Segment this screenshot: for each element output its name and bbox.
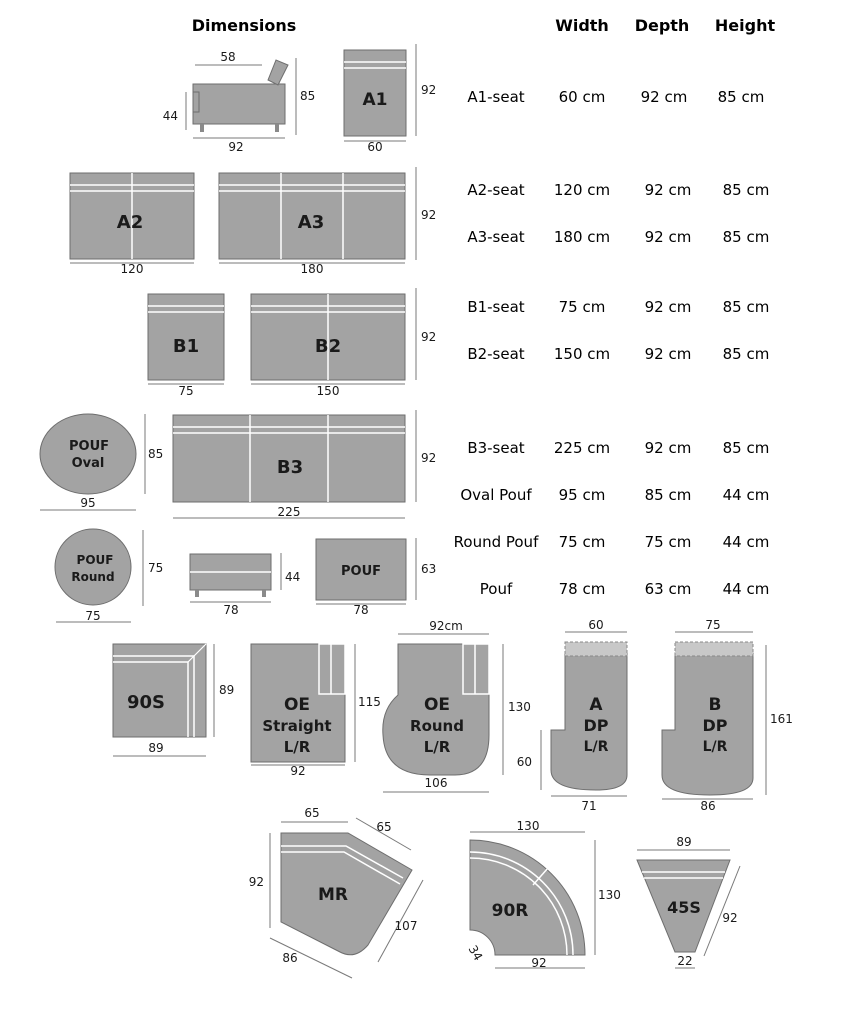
- svg-text:225: 225: [277, 505, 301, 519]
- module-90s: [113, 644, 206, 737]
- svg-text:130: 130: [516, 819, 540, 833]
- title-dimensions: Dimensions: [191, 16, 297, 35]
- svg-text:44: 44: [285, 570, 301, 584]
- label-oe-straight-2: Straight: [262, 717, 332, 735]
- svg-text:95 cm: 95 cm: [558, 486, 606, 504]
- svg-text:180 cm: 180 cm: [553, 228, 611, 246]
- svg-text:120: 120: [120, 262, 144, 276]
- svg-text:95: 95: [80, 496, 96, 510]
- label-oe-round-3: L/R: [423, 738, 451, 756]
- label-pouf: POUF: [340, 564, 382, 579]
- label-a-dp-3: L/R: [583, 739, 609, 755]
- svg-text:71: 71: [581, 799, 597, 813]
- svg-text:92 cm: 92 cm: [644, 181, 692, 199]
- svg-text:120 cm: 120 cm: [553, 181, 611, 199]
- module-90r: [470, 840, 585, 955]
- svg-text:92 cm: 92 cm: [640, 88, 688, 106]
- label-pouf-round-1: POUF: [76, 553, 114, 567]
- svg-text:Round Pouf: Round Pouf: [453, 533, 539, 551]
- svg-text:A1-seat: A1-seat: [467, 88, 525, 106]
- label-b-dp-3: L/R: [702, 739, 728, 755]
- label-oe-round-2: Round: [410, 717, 464, 735]
- svg-text:161: 161: [770, 712, 793, 726]
- svg-text:A3-seat: A3-seat: [467, 228, 525, 246]
- svg-text:B2-seat: B2-seat: [467, 345, 525, 363]
- svg-text:34: 34: [465, 942, 486, 964]
- svg-text:Pouf: Pouf: [479, 580, 513, 598]
- label-a-dp-2: DP: [583, 716, 609, 735]
- svg-text:63 cm: 63 cm: [644, 580, 692, 598]
- label-b-dp-2: DP: [702, 716, 728, 735]
- pouf-round: [55, 529, 131, 605]
- svg-text:Oval Pouf: Oval Pouf: [460, 486, 532, 504]
- svg-text:85 cm: 85 cm: [717, 88, 765, 106]
- svg-text:86: 86: [700, 799, 716, 813]
- svg-text:92: 92: [421, 208, 437, 222]
- header-width: Width: [555, 16, 609, 35]
- svg-text:65: 65: [376, 820, 392, 834]
- svg-text:75: 75: [148, 561, 164, 575]
- svg-text:85 cm: 85 cm: [722, 228, 770, 246]
- svg-text:22: 22: [677, 954, 693, 968]
- svg-text:89: 89: [148, 741, 164, 755]
- label-b1: B1: [172, 336, 200, 357]
- table-row: [454, 533, 770, 551]
- svg-text:130: 130: [508, 700, 531, 714]
- svg-text:78: 78: [353, 603, 369, 617]
- svg-text:92: 92: [722, 911, 738, 925]
- svg-text:85 cm: 85 cm: [722, 181, 770, 199]
- pouf-oval: [40, 414, 136, 494]
- table-row: [480, 580, 770, 598]
- label-90s: 90S: [126, 692, 166, 713]
- svg-text:75: 75: [85, 609, 101, 623]
- svg-text:180: 180: [300, 262, 324, 276]
- label-b-dp-1: B: [708, 695, 722, 715]
- label-oe-straight-1: OE: [283, 695, 311, 715]
- table-row: [460, 486, 769, 504]
- label-a-dp-1: A: [589, 695, 603, 715]
- label-pouf-oval-1: POUF: [68, 439, 110, 454]
- svg-text:75 cm: 75 cm: [558, 298, 606, 316]
- label-a3: A3: [297, 212, 325, 233]
- svg-text:B3-seat: B3-seat: [467, 439, 525, 457]
- svg-text:60 cm: 60 cm: [558, 88, 606, 106]
- svg-text:60: 60: [516, 755, 532, 769]
- table-row: [467, 88, 764, 106]
- svg-text:75 cm: 75 cm: [558, 533, 606, 551]
- svg-text:A2-seat: A2-seat: [467, 181, 525, 199]
- table-row: [467, 228, 769, 246]
- sofa-side-view: [193, 60, 288, 132]
- header-height: Height: [714, 16, 776, 35]
- svg-text:44 cm: 44 cm: [722, 533, 770, 551]
- label-oe-round-1: OE: [423, 695, 451, 715]
- svg-text:115: 115: [358, 695, 381, 709]
- svg-text:92: 92: [531, 956, 547, 970]
- svg-text:44 cm: 44 cm: [722, 580, 770, 598]
- label-mr: MR: [317, 885, 349, 905]
- svg-text:85 cm: 85 cm: [644, 486, 692, 504]
- svg-text:63: 63: [421, 562, 437, 576]
- svg-text:86: 86: [282, 951, 298, 965]
- label-pouf-round-2: Round: [71, 570, 115, 584]
- svg-text:92: 92: [248, 875, 264, 889]
- svg-text:92 cm: 92 cm: [644, 228, 692, 246]
- table-row: [467, 181, 769, 199]
- table-row: [467, 298, 769, 316]
- svg-text:85 cm: 85 cm: [722, 298, 770, 316]
- svg-text:85 cm: 85 cm: [722, 345, 770, 363]
- svg-text:150: 150: [316, 384, 340, 398]
- label-45s: 45S: [667, 898, 701, 917]
- label-a2: A2: [116, 212, 144, 233]
- svg-text:85 cm: 85 cm: [722, 439, 770, 457]
- svg-text:65: 65: [304, 806, 320, 820]
- svg-text:92cm: 92cm: [429, 619, 463, 633]
- svg-text:130: 130: [598, 888, 621, 902]
- svg-text:85: 85: [148, 447, 164, 461]
- pouf-side-view: [190, 554, 271, 597]
- svg-text:92 cm: 92 cm: [644, 345, 692, 363]
- svg-text:75: 75: [178, 384, 194, 398]
- svg-text:92: 92: [290, 764, 306, 778]
- label-b2: B2: [314, 336, 342, 357]
- svg-text:225 cm: 225 cm: [553, 439, 611, 457]
- svg-text:B1-seat: B1-seat: [467, 298, 525, 316]
- svg-text:44 cm: 44 cm: [722, 486, 770, 504]
- label-b3: B3: [276, 457, 304, 478]
- svg-text:92: 92: [421, 451, 437, 465]
- table-row: [467, 439, 769, 457]
- svg-text:85: 85: [300, 89, 316, 103]
- svg-text:92 cm: 92 cm: [644, 298, 692, 316]
- label-pouf-oval-2: Oval: [71, 456, 105, 471]
- svg-text:92: 92: [228, 140, 244, 154]
- svg-text:92: 92: [421, 330, 437, 344]
- svg-text:75 cm: 75 cm: [644, 533, 692, 551]
- header-depth: Depth: [634, 16, 690, 35]
- svg-text:60: 60: [367, 140, 383, 154]
- svg-text:89: 89: [219, 683, 235, 697]
- table-row: [467, 345, 769, 363]
- svg-text:78 cm: 78 cm: [558, 580, 606, 598]
- svg-text:92: 92: [421, 83, 437, 97]
- svg-text:78: 78: [223, 603, 239, 617]
- svg-text:107: 107: [394, 919, 418, 933]
- svg-text:75: 75: [705, 618, 721, 632]
- svg-text:106: 106: [424, 776, 448, 790]
- svg-text:44: 44: [162, 109, 178, 123]
- svg-text:89: 89: [676, 835, 692, 849]
- label-90r: 90R: [491, 901, 529, 921]
- svg-text:60: 60: [588, 618, 604, 632]
- label-oe-straight-3: L/R: [283, 738, 311, 756]
- svg-text:150 cm: 150 cm: [553, 345, 611, 363]
- label-a1: A1: [362, 90, 388, 110]
- svg-text:92 cm: 92 cm: [644, 439, 692, 457]
- svg-text:58: 58: [220, 50, 236, 64]
